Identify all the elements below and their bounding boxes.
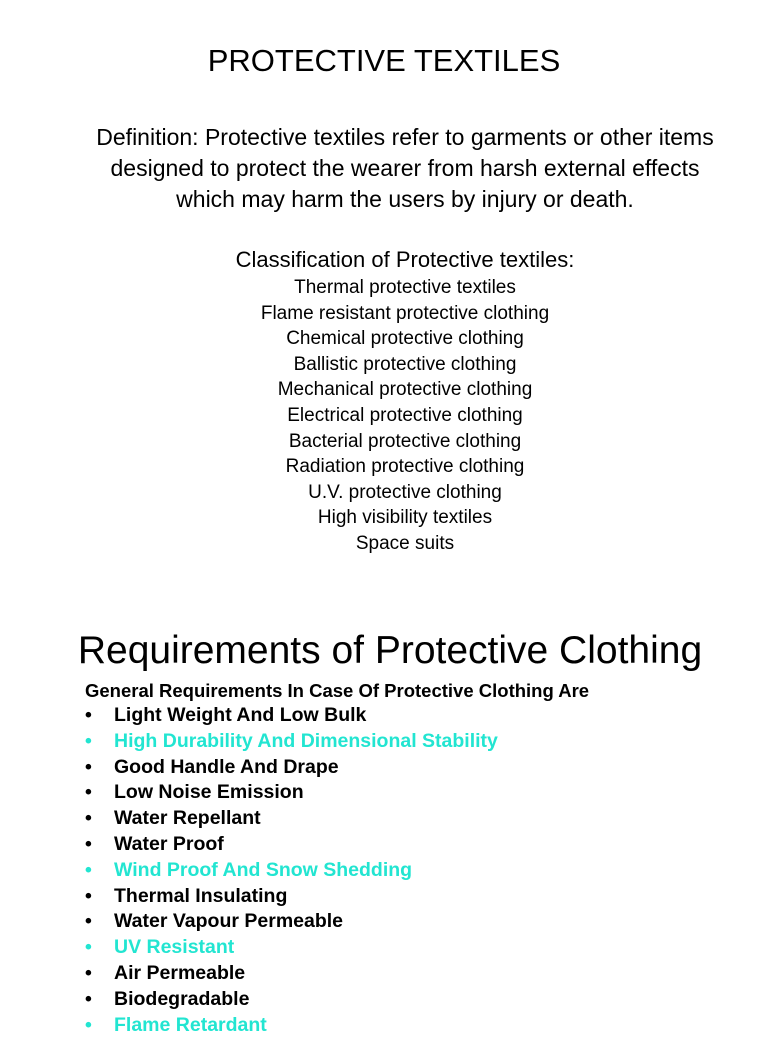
- requirement-text: Thermal Insulating: [114, 884, 288, 907]
- classification-item: Bacterial protective clothing: [288, 430, 522, 452]
- classification-item: Flame resistant protective clothing: [260, 302, 550, 324]
- bullet-icon: •: [85, 755, 92, 778]
- classification-item: Ballistic protective clothing: [293, 353, 517, 375]
- bullet-icon: •: [85, 1013, 92, 1036]
- bullet-icon: •: [85, 781, 92, 804]
- requirement-item-highlighted: [85, 1013, 498, 1038]
- bullet-icon: •: [85, 807, 92, 830]
- requirement-item-highlighted: [85, 729, 498, 755]
- requirement-item-highlighted: [85, 858, 498, 884]
- classification-item: Mechanical protective clothing: [277, 379, 533, 401]
- requirements-list: [85, 703, 498, 1038]
- slide-title: Requirements of Protective Clothing: [77, 629, 703, 672]
- classification-heading: Classification of Protective textiles:: [235, 247, 575, 272]
- requirement-text: Water Repellant: [114, 807, 261, 830]
- bullet-icon: •: [85, 884, 92, 907]
- slide-title: PROTECTIVE TEXTILES: [207, 43, 561, 78]
- requirement-text: Air Permeable: [114, 961, 246, 984]
- requirement-item: [85, 806, 498, 832]
- classification-item: Radiation protective clothing: [285, 456, 525, 478]
- bullet-icon: •: [85, 858, 92, 881]
- bullet-icon: •: [85, 961, 92, 984]
- classification-item: High visibility textiles: [317, 507, 493, 529]
- bullet-icon: •: [85, 910, 92, 933]
- classification-item: Thermal protective textiles: [294, 277, 516, 298]
- requirement-item: [85, 755, 498, 781]
- classification-item: U.V. protective clothing: [308, 481, 502, 503]
- requirements-intro: General Requirements In Case Of Protective Clothing Are: [85, 680, 590, 701]
- requirement-item: [85, 780, 498, 806]
- classification-item: Space suits: [355, 532, 455, 554]
- requirement-text: UV Resistant: [114, 936, 235, 959]
- bullet-icon: •: [85, 832, 92, 855]
- requirement-item: [85, 832, 498, 858]
- definition-line: Definition: Protective textiles refer to garments or other items: [96, 124, 714, 150]
- requirement-text: High Durability And Dimensional Stability: [114, 729, 498, 752]
- bullet-icon: •: [85, 729, 92, 752]
- slide-requirements: [0, 600, 768, 1036]
- requirement-text: Good Handle And Drape: [114, 755, 339, 778]
- classification-list: [0, 275, 768, 557]
- classification-item: Chemical protective clothing: [286, 328, 524, 350]
- bullet-icon: •: [85, 704, 92, 726]
- requirement-item: [85, 987, 498, 1013]
- requirement-text: Biodegradable: [114, 987, 250, 1010]
- requirement-item: [85, 961, 498, 987]
- requirement-item: [85, 884, 498, 910]
- requirement-item: [85, 909, 498, 935]
- requirement-text: Water Proof: [114, 832, 224, 855]
- requirement-item: [85, 703, 498, 729]
- requirement-text: Low Noise Emission: [114, 781, 304, 804]
- requirement-text: Flame Retardant: [114, 1013, 267, 1036]
- bullet-icon: •: [85, 936, 92, 959]
- requirement-text: Water Vapour Permeable: [114, 910, 344, 933]
- requirement-text: Wind Proof And Snow Shedding: [114, 858, 413, 881]
- definition-line: designed to protect the wearer from harsh external effects: [110, 155, 700, 181]
- classification-item: Electrical protective clothing: [287, 404, 523, 426]
- definition-line: which may harm the users by injury or death.: [176, 186, 634, 212]
- bullet-icon: •: [85, 987, 92, 1010]
- definition-paragraph: [30, 122, 768, 215]
- requirement-text: Light Weight And Low Bulk: [114, 704, 367, 726]
- requirement-item-highlighted: [85, 935, 498, 961]
